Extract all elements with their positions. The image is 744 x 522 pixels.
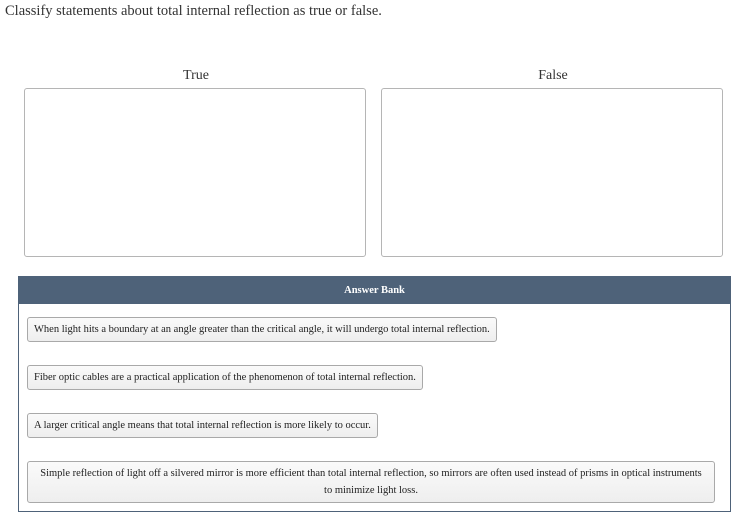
true-drop-zone[interactable] — [24, 88, 366, 257]
answer-chip-fiber-optic[interactable]: Fiber optic cables are a practical application of the phenomenon of total internal reflection. — [27, 365, 423, 390]
answer-bank-header: Answer Bank — [19, 277, 730, 304]
true-column-label: True — [183, 68, 209, 83]
answer-chip-silvered-mirror[interactable]: Simple reflection of light off a silvered mirror is more efficient than total internal reflection, so mirrors are often used instead of prisms in optical instruments to minimize light loss. — [27, 461, 715, 503]
answer-chip-critical-angle[interactable]: When light hits a boundary at an angle greater than the critical angle, it will undergo total internal reflection. — [27, 317, 497, 342]
false-column-label: False — [538, 68, 568, 83]
answer-chip-larger-critical-angle[interactable]: A larger critical angle means that total internal reflection is more likely to occur. — [27, 413, 378, 438]
answer-bank — [18, 276, 731, 512]
false-drop-zone[interactable] — [381, 88, 723, 257]
question-prompt: Classify statements about total internal reflection as true or false. — [5, 3, 382, 19]
